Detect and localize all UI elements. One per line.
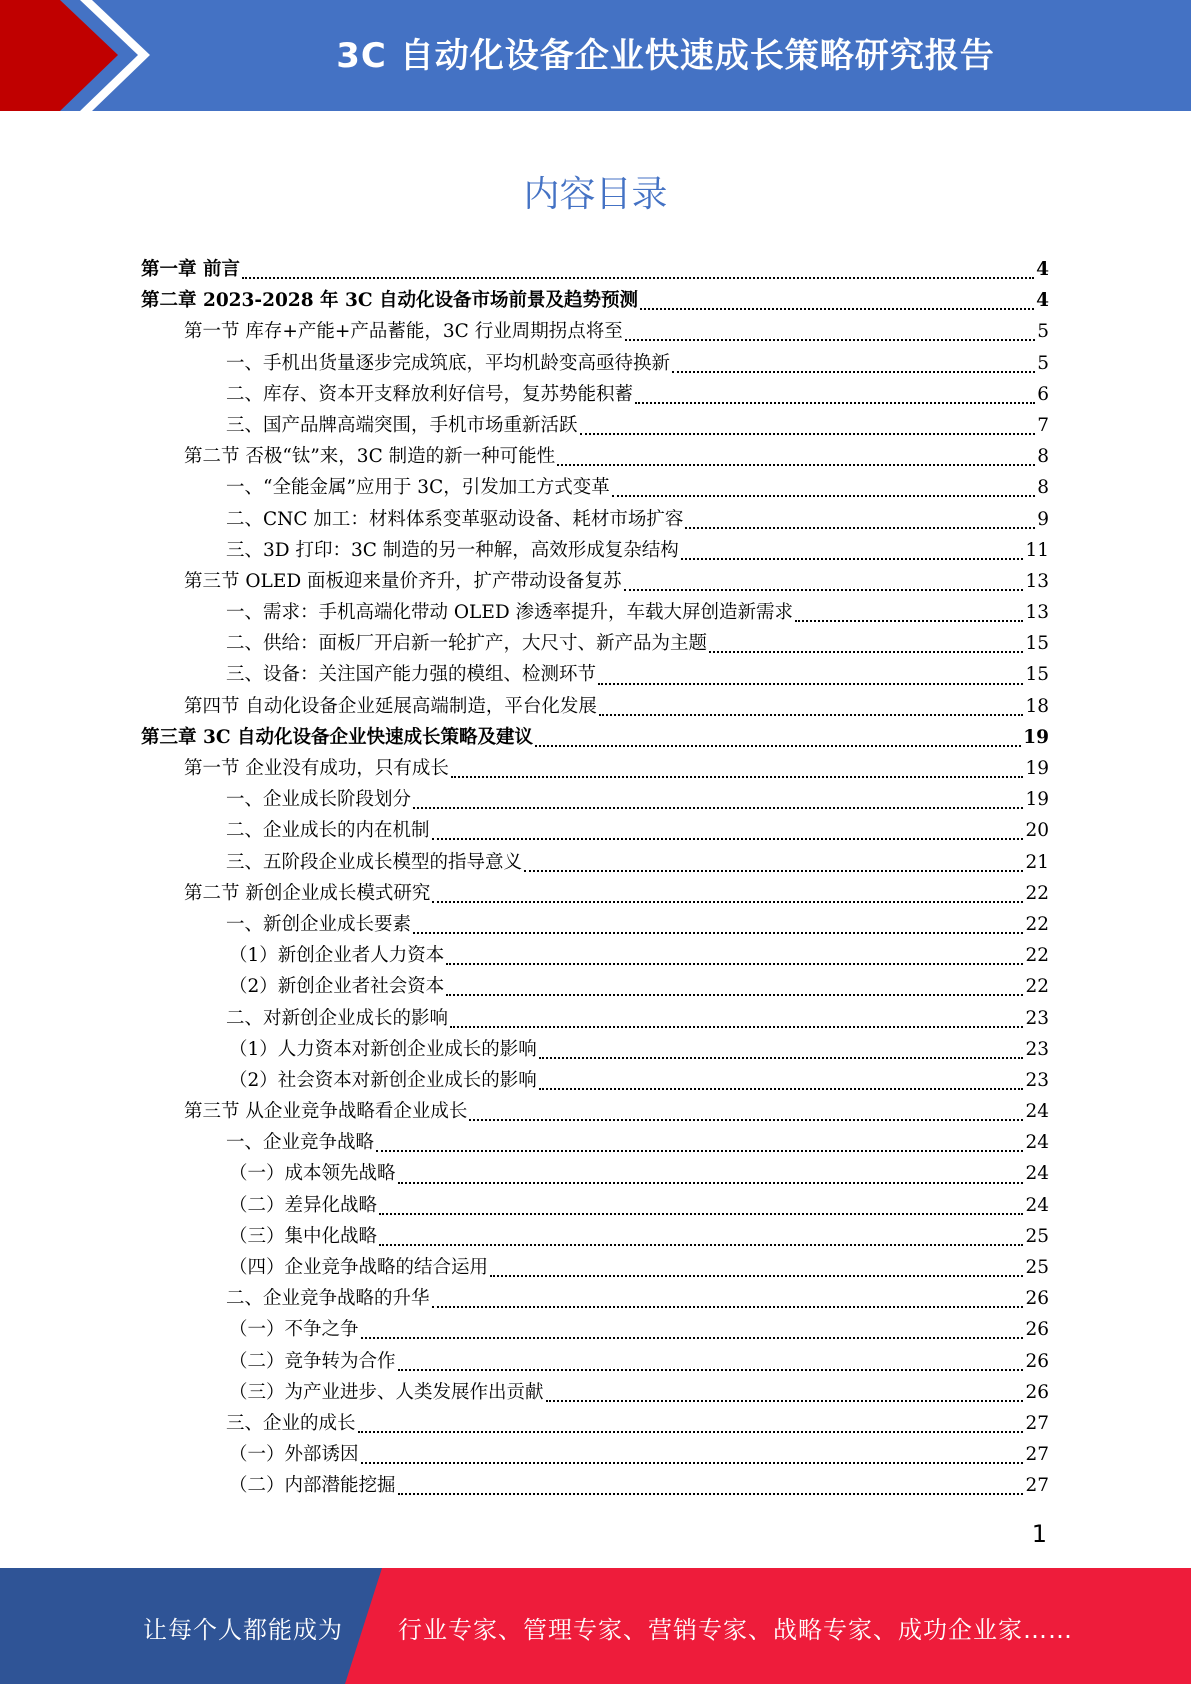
toc-entry[interactable]	[141, 691, 1049, 722]
toc-entry[interactable]	[141, 940, 1049, 971]
toc-entry-title: 二、供给：面板厂开启新一轮扩产，大尺寸、新产品为主题	[226, 633, 708, 655]
toc-entry[interactable]	[141, 753, 1049, 784]
toc-entry-page-number: 22	[1025, 976, 1049, 998]
toc-entry-title: （2）社会资本对新创企业成长的影响	[229, 1069, 537, 1091]
toc-entry[interactable]	[141, 628, 1049, 659]
toc-entry[interactable]	[141, 847, 1049, 878]
footer-slogan-left: 让每个人都能成为	[143, 1616, 343, 1644]
toc-dot-leader	[361, 1336, 1024, 1339]
toc-entry[interactable]	[141, 441, 1049, 472]
toc-entry-title: 第一节 库存+产能+产品蓄能，3C 行业周期拐点将至	[184, 321, 623, 343]
toc-dot-leader	[361, 1461, 1024, 1464]
toc-entry[interactable]	[141, 1034, 1049, 1065]
toc-dot-leader	[598, 682, 1023, 685]
toc-entry-page-number: 15	[1025, 664, 1049, 686]
toc-entry[interactable]	[141, 504, 1049, 535]
toc-entry-page-number: 11	[1025, 539, 1049, 561]
toc-entry[interactable]	[141, 659, 1049, 690]
toc-entry-title: （1）新创企业者人力资本	[229, 945, 445, 967]
toc-entry-title: （一）不争之争	[229, 1319, 359, 1341]
toc-entry[interactable]	[141, 566, 1049, 597]
toc-dot-leader	[580, 432, 1036, 435]
report-title: 3C 自动化设备企业快速成长策略研究报告	[336, 36, 995, 76]
toc-dot-leader	[672, 370, 1035, 373]
toc-entry-page-number: 4	[1036, 259, 1049, 280]
toc-entry[interactable]	[141, 254, 1049, 285]
toc-entry-page-number: 15	[1025, 633, 1049, 655]
toc-dot-leader	[451, 775, 1024, 778]
toc-entry[interactable]	[141, 285, 1049, 316]
toc-dot-leader	[446, 993, 1023, 996]
toc-entry-page-number: 22	[1025, 882, 1049, 904]
toc-entry[interactable]	[141, 472, 1049, 503]
toc-entry[interactable]	[141, 722, 1049, 753]
toc-dot-leader	[557, 463, 1035, 466]
toc-heading: 内容目录	[523, 174, 668, 215]
footer-slogan-right: 行业专家、管理专家、营销专家、战略专家、成功企业家……	[398, 1616, 1073, 1644]
toc-entry-page-number: 19	[1023, 726, 1049, 748]
toc-dot-leader	[795, 619, 1023, 622]
toc-entry-page-number: 9	[1037, 508, 1049, 530]
toc-entry-title: 三、企业的成长	[226, 1412, 356, 1434]
toc-entry-page-number: 24	[1025, 1101, 1049, 1123]
toc-entry-title: 一、手机出货量逐步完成筑底，平均机龄变高亟待换新	[226, 352, 671, 374]
page-number: 1	[1031, 1520, 1047, 1548]
toc-dot-leader	[685, 526, 1035, 529]
toc-entry-title: 一、新创企业成长要素	[226, 913, 412, 935]
toc-entry-page-number: 8	[1037, 446, 1049, 468]
toc-entry-title: （2）新创企业者社会资本	[229, 976, 445, 998]
toc-entry[interactable]	[141, 1158, 1049, 1189]
toc-entry-page-number: 19	[1025, 758, 1049, 779]
toc-entry-title: （三）集中化战略	[229, 1225, 378, 1247]
toc-dot-leader	[432, 1305, 1024, 1308]
toc-entry[interactable]	[141, 1377, 1049, 1408]
toc-entry-page-number: 23	[1025, 1069, 1049, 1091]
toc-dot-leader	[379, 1243, 1023, 1246]
toc-entry[interactable]	[141, 1439, 1049, 1470]
toc-dot-leader	[709, 650, 1023, 653]
toc-entry-page-number: 27	[1025, 1475, 1049, 1497]
toc-entry-page-number: 6	[1037, 383, 1049, 405]
toc-entry-title: 一、“全能金属”应用于 3C，引发加工方式变革	[226, 477, 610, 499]
toc-entry-title: 第二节 否极“钛”来，3C 制造的新一种可能性	[184, 446, 556, 468]
toc-entry-title: 三、设备：关注国产能力强的模组、检测环节	[226, 664, 597, 686]
toc-entry-page-number: 26	[1025, 1381, 1049, 1403]
toc-entry-page-number: 7	[1037, 414, 1049, 436]
toc-dot-leader	[539, 1087, 1024, 1090]
toc-entry-title: 第一节 企业没有成功，只有成长	[184, 758, 449, 779]
toc-entry[interactable]	[141, 815, 1049, 846]
toc-dot-leader	[242, 276, 1034, 279]
toc-dot-leader	[535, 744, 1021, 747]
toc-entry-page-number: 18	[1025, 695, 1049, 717]
toc-entry[interactable]	[141, 1190, 1049, 1221]
toc-entry-title: （二）内部潜能挖掘	[229, 1475, 396, 1497]
toc-entry[interactable]	[141, 878, 1049, 909]
toc-entry-title: 第四节 自动化设备企业延展高端制造，平台化发展	[184, 695, 597, 717]
toc-dot-leader	[599, 713, 1024, 716]
toc-entry-title: 一、需求：手机高端化带动 OLED 渗透率提升，车载大屏创造新需求	[226, 602, 794, 624]
toc-dot-leader	[469, 1118, 1023, 1121]
toc-dot-leader	[681, 557, 1024, 560]
toc-dot-leader	[413, 931, 1023, 934]
toc-dot-leader	[432, 900, 1023, 903]
toc-entry-page-number: 26	[1025, 1319, 1049, 1341]
toc-entry-page-number: 22	[1025, 945, 1049, 967]
toc-entry[interactable]	[141, 316, 1049, 347]
toc-dot-leader	[446, 962, 1023, 965]
toc-entry-title: 二、库存、资本开支释放利好信号，复苏势能积蓄	[226, 383, 634, 405]
toc-entry-page-number: 24	[1025, 1132, 1049, 1154]
footer-banner	[0, 1568, 1191, 1684]
toc-entry-page-number: 23	[1025, 1007, 1049, 1029]
toc-entry-page-number: 21	[1025, 851, 1049, 873]
toc-entry[interactable]	[141, 597, 1049, 628]
toc-entry[interactable]	[141, 909, 1049, 940]
toc-entry[interactable]	[141, 1096, 1049, 1127]
toc-entry-page-number: 13	[1025, 602, 1049, 624]
toc-entry[interactable]	[141, 1314, 1049, 1345]
toc-entry[interactable]	[141, 535, 1049, 566]
toc-entry-page-number: 24	[1025, 1194, 1049, 1216]
toc-entry-page-number: 24	[1025, 1163, 1049, 1185]
toc-entry[interactable]	[141, 348, 1049, 379]
toc-entry-page-number: 25	[1025, 1225, 1049, 1247]
toc-entry[interactable]	[141, 1065, 1049, 1096]
toc-entry-page-number: 27	[1025, 1412, 1049, 1434]
toc-entry-page-number: 26	[1025, 1350, 1049, 1372]
toc-entry-title: 第一章 前言	[141, 259, 240, 280]
table-of-contents	[141, 254, 1049, 1502]
toc-entry-page-number: 13	[1025, 570, 1049, 592]
toc-entry-page-number: 5	[1037, 352, 1049, 374]
toc-entry-page-number: 23	[1025, 1038, 1049, 1060]
toc-dot-leader	[398, 1181, 1024, 1184]
header-banner	[0, 0, 1191, 111]
toc-entry[interactable]	[141, 379, 1049, 410]
toc-dot-leader	[546, 1399, 1024, 1402]
toc-entry-page-number: 25	[1025, 1257, 1049, 1278]
toc-entry-title: 二、企业竞争战略的升华	[226, 1288, 430, 1310]
toc-dot-leader	[398, 1368, 1024, 1371]
toc-dot-leader	[413, 806, 1023, 809]
toc-dot-leader	[635, 401, 1035, 404]
toc-entry[interactable]	[141, 1408, 1049, 1439]
toc-entry[interactable]	[141, 784, 1049, 815]
toc-dot-leader	[398, 1492, 1024, 1495]
toc-dot-leader	[432, 837, 1024, 840]
toc-entry-title: （一）外部诱因	[229, 1444, 359, 1466]
toc-entry-title: 三、国产品牌高端突围，手机市场重新活跃	[226, 414, 578, 436]
toc-dot-leader	[640, 307, 1034, 310]
toc-entry-title: （1）人力资本对新创企业成长的影响	[229, 1038, 537, 1060]
toc-dot-leader	[625, 338, 1036, 341]
toc-entry[interactable]	[141, 1127, 1049, 1158]
toc-entry[interactable]	[141, 1221, 1049, 1252]
toc-entry-page-number: 20	[1025, 820, 1049, 842]
toc-entry-title: 一、企业成长阶段划分	[226, 789, 412, 811]
toc-entry-title: （一）成本领先战略	[229, 1163, 396, 1185]
toc-entry-title: 二、企业成长的内在机制	[226, 820, 430, 842]
toc-entry-page-number: 26	[1025, 1288, 1049, 1310]
toc-entry-title: 第二节 新创企业成长模式研究	[184, 882, 431, 904]
toc-entry[interactable]	[141, 1003, 1049, 1034]
toc-dot-leader	[624, 588, 1024, 591]
toc-entry-title: （四）企业竞争战略的结合运用	[229, 1257, 489, 1278]
toc-entry-title: 二、对新创企业成长的影响	[226, 1007, 449, 1029]
toc-entry-page-number: 19	[1025, 789, 1049, 811]
toc-entry-title: （三）为产业进步、人类发展作出贡献	[229, 1381, 544, 1403]
toc-entry-title: 第二章 2023-2028 年 3C 自动化设备市场前景及趋势预测	[141, 290, 639, 312]
toc-entry[interactable]	[141, 1283, 1049, 1314]
toc-entry-title: 二、CNC 加工：材料体系变革驱动设备、耗材市场扩容	[226, 508, 684, 530]
toc-entry-page-number: 8	[1037, 477, 1049, 499]
toc-dot-leader	[379, 1212, 1023, 1215]
toc-entry[interactable]	[141, 1252, 1049, 1283]
toc-entry-title: 三、五阶段企业成长模型的指导意义	[226, 851, 523, 873]
toc-entry-page-number: 5	[1037, 321, 1049, 343]
toc-entry-page-number: 27	[1025, 1444, 1049, 1466]
toc-entry-title: 一、企业竞争战略	[226, 1132, 375, 1154]
toc-entry[interactable]	[141, 1470, 1049, 1501]
toc-dot-leader	[376, 1149, 1023, 1152]
toc-entry-title: （二）竞争转为合作	[229, 1350, 396, 1372]
toc-dot-leader	[524, 869, 1023, 872]
toc-entry-title: 第三节 OLED 面板迎来量价齐升，扩产带动设备复苏	[184, 570, 622, 592]
toc-entry-page-number: 4	[1036, 290, 1049, 312]
toc-entry[interactable]	[141, 1346, 1049, 1377]
toc-entry-page-number: 22	[1025, 913, 1049, 935]
toc-entry-title: 三、3D 打印：3C 制造的另一种解，高效形成复杂结构	[226, 539, 679, 561]
toc-dot-leader	[490, 1274, 1023, 1277]
toc-entry[interactable]	[141, 971, 1049, 1002]
toc-dot-leader	[450, 1025, 1023, 1028]
toc-dot-leader	[358, 1430, 1024, 1433]
toc-entry-title: 第三节 从企业竞争战略看企业成长	[184, 1101, 468, 1123]
toc-dot-leader	[539, 1056, 1024, 1059]
toc-entry-title: （二）差异化战略	[229, 1194, 378, 1216]
toc-entry-title: 第三章 3C 自动化设备企业快速成长策略及建议	[141, 726, 533, 748]
toc-dot-leader	[612, 494, 1035, 497]
toc-entry[interactable]	[141, 410, 1049, 441]
